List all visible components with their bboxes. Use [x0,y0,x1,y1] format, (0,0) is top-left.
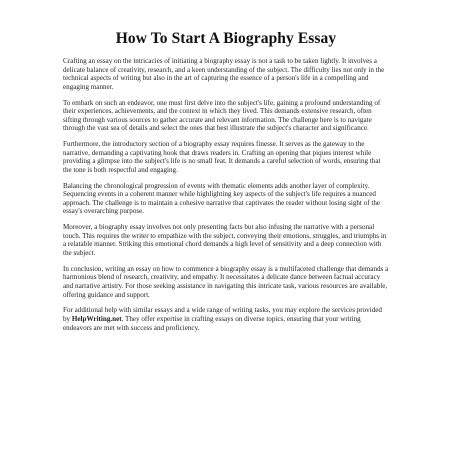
paragraph-5: Moreover, a biography essay involves not only presenting facts but also infusing the narrative with a personal touch. This requires the writer to empathize with the subject, conveying their emotions, struggles, and triumphs in a relatable manner. Striking this emotional chord demands a high level of sensitivity and a deep connection with the subject. [63,223,387,258]
paragraph-3: Furthermore, the introductory section of a biography essay requires finesse. It serves as the gateway to the narrative, demanding a captivating hook that draws readers in. Crafting an opening that piques interest while providing a glimpse into the subject's life is no small feat. It demands a careful selection of words, ensuring that the tone is both respectful and engaging. [63,140,381,174]
paragraph-6: In conclusion, writing an essay on how to commence a biography essay is a multifaceted challenge that demands a harmonious blend of research, creativity, and empathy. It necessitates a delicate dance between factual accuracy and narrative artistry. For those seeking assistance in navigating this intricate task, various resources are available, offering guidance and support. [63,264,389,299]
paragraph-7-end: . They offer expertise in crafting essays on diverse topics, ensuring that your writing endeavors are met with success and proficiency. [63,314,361,332]
brand-name: HelpWriting.net [71,314,122,323]
essay-title: How To Start A Biography Essay [115,30,337,47]
paragraph-2: To embark on such an endeavor, one must first delve into the subject's life, gaining a profound understanding of their experiences, achievements, and the context in which they lived. This demands extensive research, often sifting through various sources to gather accurate and relevant information. The challenge here is to navigate through the vast sea of details and select the ones that best illustrate the subject's character and significance. [63,98,381,133]
paragraph-4: Balancing the chronological progression of events with thematic elements adds another layer of complexity. Sequencing events in a coherent manner while highlighting key aspects of the subject's life requires a nuanced approach. The challenge is to maintain a cohesive narrative that captivates the reader without losing sight of the essay's overarching purpose. [63,181,381,216]
paragraph-7-start: For additional help with similar essays and a wide range of writing tasks, you may explore the services provided by [63,306,382,323]
paragraph-7 [63,306,389,332]
paragraph-1: Crafting an essay on the intricacies of initiating a biography essay is not a task to be taken lightly. It involves a delicate balance of creativity, research, and a keen understanding of the subject. The difficulty lies not only in the technical aspects of writing but also in the art of capturing the essence of a person's life in a compelling and engaging manner. [63,57,385,91]
